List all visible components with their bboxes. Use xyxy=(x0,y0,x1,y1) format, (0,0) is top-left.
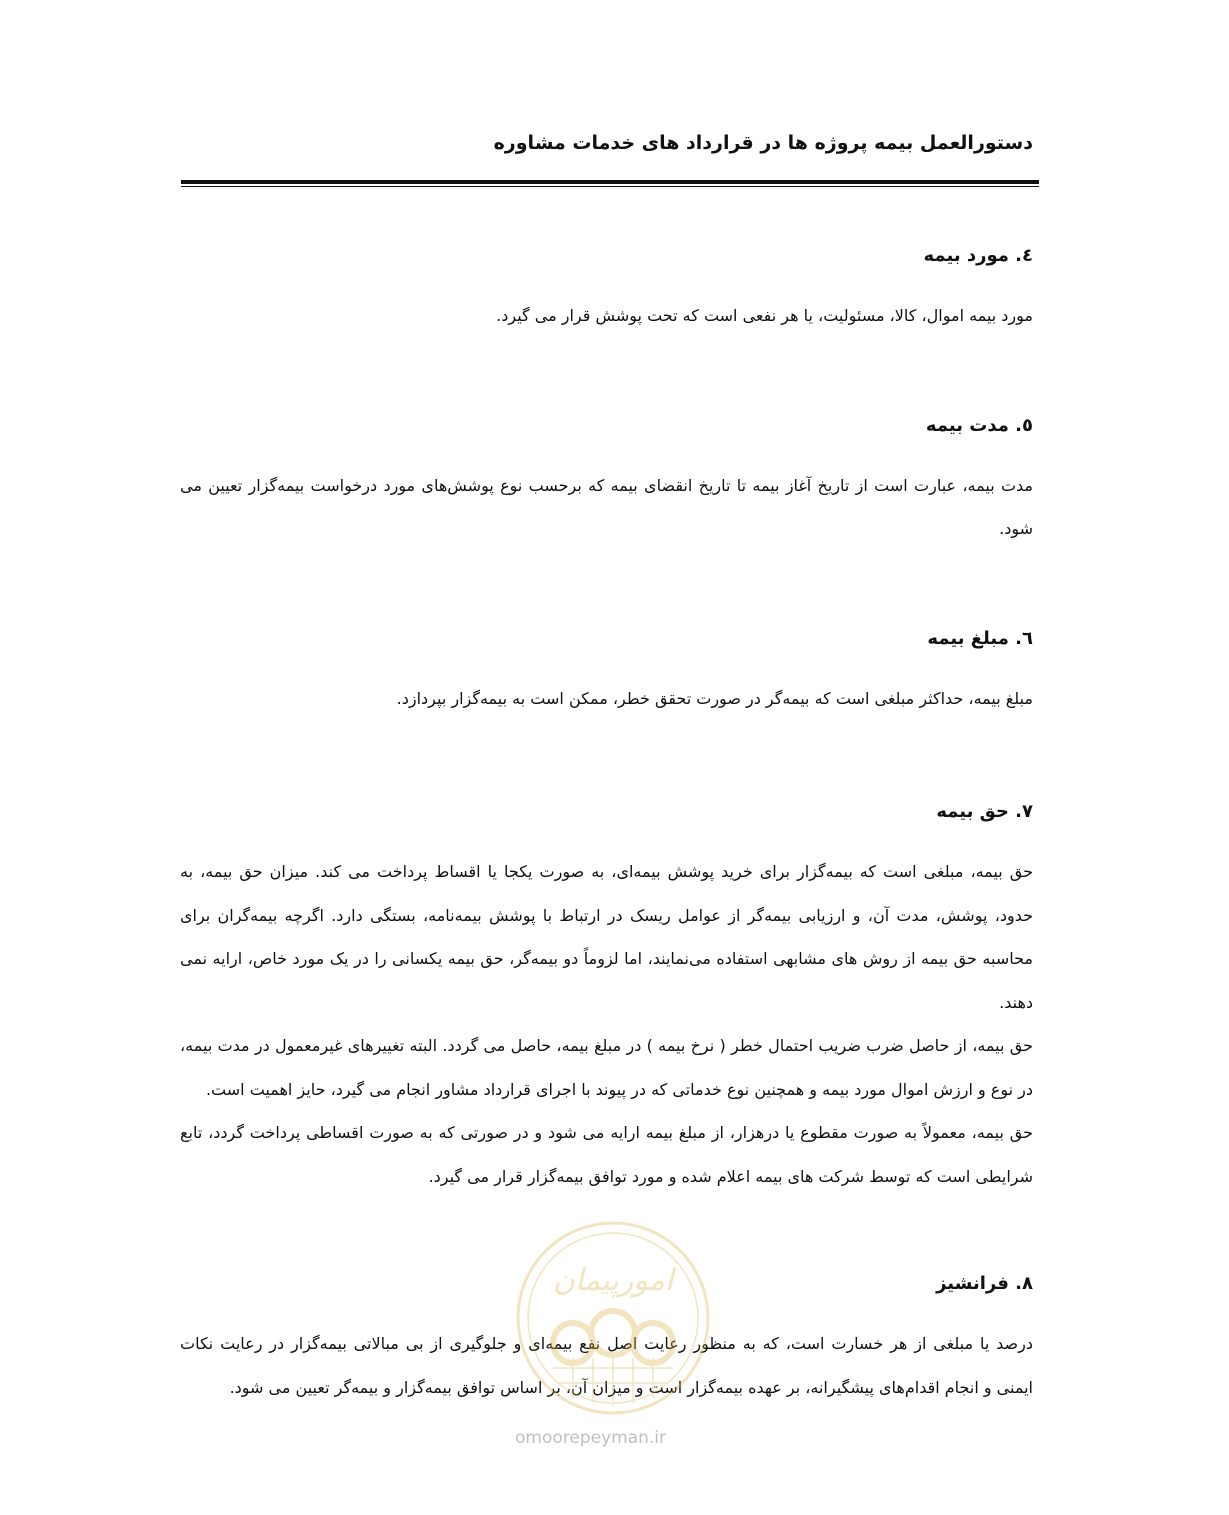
section-deductible xyxy=(180,1266,1033,1409)
paragraph: حق بیمه، از حاصل ضرب ضریب احتمال خطر ( نرخ بیمه ) در مبلغ بیمه، حاصل می گردد. البته تغییرهای غیرمعمول در مدت بیمه، در نوع و ارزش اموال مورد بیمه و همچنین نوع خدماتی که در پیوند با اجرای قرارداد مشاور انجام می گیرد، حایز اهمیت است. xyxy=(180,1036,1033,1099)
watermark-url: omoorepeyman.ir xyxy=(515,1428,667,1448)
paragraph: حق بیمه، مبلغی است که بیمه‌گزار برای خرید پوشش بیمه‌ای، به صورت یکجا یا اقساط پرداخت می کند. میزان حق بیمه، به حدود، پوشش، مدت آن، و ارزیابی بیمه‌گر از عوامل ریسک در ارتباط با پوشش بیمه‌نامه، بستگی دارد. اگرچه بیمه‌گران برای محاسبه حق بیمه از روش های مشابهی استفاده می‌نمایند، اما لزوماً دو بیمه‌گر، حق بیمه یکسانی را در یک مورد خاص، ارایه نمی دهند. xyxy=(180,862,1033,1012)
watermark-logo-text: امورپیمان xyxy=(552,1263,674,1298)
section-premium xyxy=(180,794,1033,1198)
header-divider-thin xyxy=(181,186,1039,187)
section-heading: ٦. مبلغ بیمه xyxy=(927,627,1033,649)
section-sum-insured xyxy=(180,621,1033,721)
section-heading: ٤. مورد بیمه xyxy=(923,245,1033,266)
section-insurance-period xyxy=(180,408,1033,551)
section-heading: ٥. مدت بیمه xyxy=(925,414,1033,436)
section-heading: ٧. حق بیمه xyxy=(936,801,1033,822)
section-heading: ٨. فرانشیز xyxy=(936,1273,1033,1294)
header-divider xyxy=(181,180,1039,184)
paragraph: مورد بیمه اموال، کالا، مسئولیت، یا هر نفعی است که تحت پوشش قرار می گیرد. xyxy=(496,306,1033,325)
paragraph: مبلغ بیمه، حداکثر مبلغی است که بیمه‌گر در صورت تحقق خطر، ممکن است به بیمه‌گزار بپردازد. xyxy=(396,688,1033,708)
page-header-title: دستورالعمل بیمه پروژه ها در قرارداد های خدمات مشاوره xyxy=(493,132,1033,154)
paragraph: درصد یا مبلغی از هر خسارت است، که به منظور رعایت اصل نفع بیمه‌ای و جلوگیری از بی مبالاتی بیمه‌گزار در رعایت نکات ایمنی و انجام اقدام‌های پیشگیرانه، بر عهده بیمه‌گزار است و میزان آن، بر اساس توافق بیمه‌گزار و بیمه‌گر تعیین می شود. xyxy=(180,1334,1033,1397)
document-body xyxy=(180,238,1033,1409)
paragraph: حق بیمه، معمولاً به صورت مقطوع یا درهزار، از مبلغ بیمه ارایه می شود و در صورتی که به صورت اقساطی پرداخت گردد، تابع شرایطی است که توسط شرکت های بیمه اعلام شده و مورد توافق بیمه‌گزار قرار می گیرد. xyxy=(180,1123,1033,1186)
paragraph: مدت بیمه، عبارت است از تاریخ آغاز بیمه تا تاریخ انقضای بیمه که برحسب نوع پوشش‌های مورد درخواست بیمه‌گزار تعیین می شود. xyxy=(180,475,1033,538)
section-insured-subject xyxy=(180,238,1033,338)
